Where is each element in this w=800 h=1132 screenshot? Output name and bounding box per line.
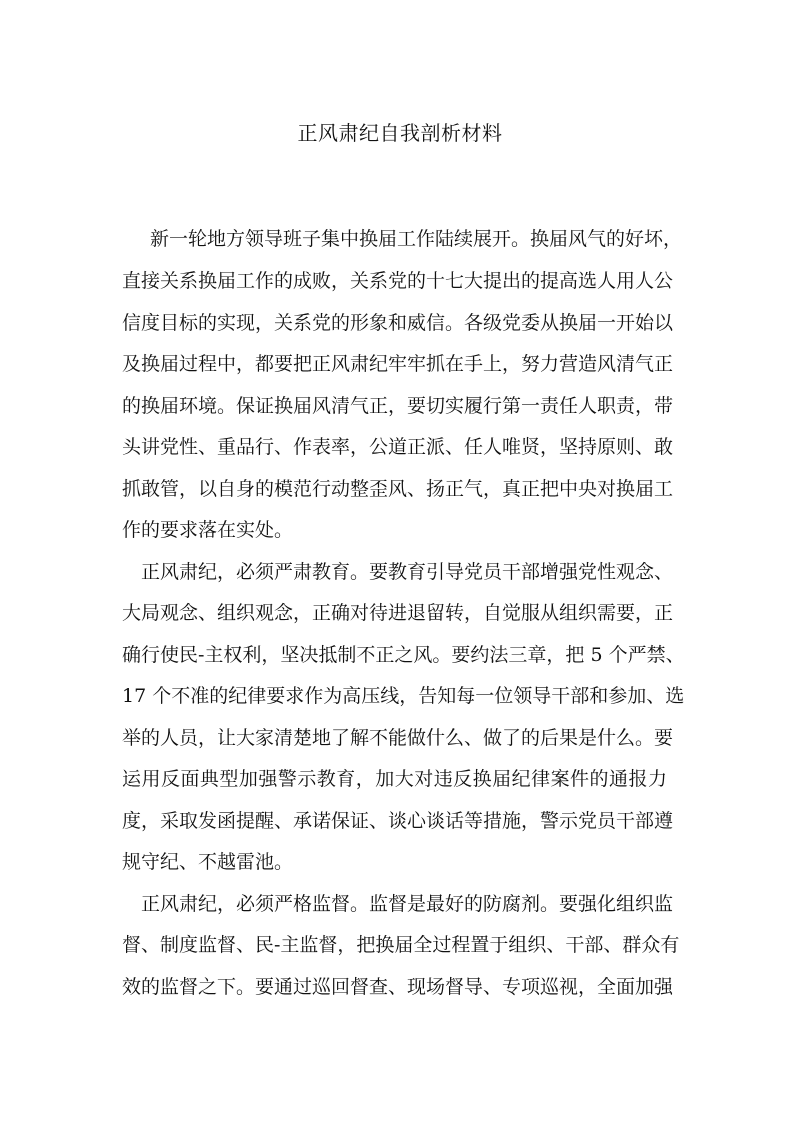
paragraph-1-line-1: 新一轮地方领导班子集中换届工作陆续展开。换届风气的好坏， <box>150 228 683 250</box>
paragraph-2-line-2: 大局观念、组织观念，正确对待进退留转，自觉服从组织需要，正 <box>122 602 674 624</box>
paragraph-2-line-5: 举的人员，让大家清楚地了解不能做什么、做了的后果是什么。要 <box>122 727 674 749</box>
paragraph-1-line-7: 抓敢管，以自身的模范行动整歪风、扬正气，真正把中央对换届工 <box>122 478 674 500</box>
paragraph-1-line-5: 的换届环境。保证换届风清气正，要切实履行第一责任人职责，带 <box>122 395 674 417</box>
paragraph-2-line-8: 规守纪、不越雷池。 <box>122 851 294 873</box>
paragraph-1-line-4: 及换届过程中，都要把正风肃纪牢牢抓在手上，努力营造风清气正 <box>122 353 674 375</box>
paragraph-3-line-1: 正风肃纪，必须严格监督。监督是最好的防腐剂。要强化组织监 <box>141 893 674 915</box>
paragraph-2-line-1: 正风肃纪，必须严肃教育。要教育引导党员干部增强党性观念、 <box>141 561 674 583</box>
paragraph-2-line-7: 度，采取发函提醒、承诺保证、谈心谈话等措施，警示党员干部遵 <box>122 810 674 832</box>
paragraph-1-line-3: 信度目标的实现，关系党的形象和威信。各级党委从换届一开始以 <box>122 312 674 334</box>
paragraph-1-line-8: 作的要求落在实处。 <box>122 519 294 541</box>
paragraph-1-line-2: 直接关系换届工作的成败，关系党的十七大提出的提高选人用人公 <box>122 270 674 292</box>
paragraph-2-line-4: 17 个不准的纪律要求作为高压线，告知每一位领导干部和参加、选 <box>122 685 685 707</box>
paragraph-3-line-2: 督、制度监督、民-主监督，把换届全过程置于组织、干部、群众有 <box>122 934 680 956</box>
document-title: 正风肃纪自我剖析材料 <box>297 121 503 145</box>
paragraph-2-line-6: 运用反面典型加强警示教育，加大对违反换届纪律案件的通报力 <box>122 768 667 790</box>
paragraph-1-line-6: 头讲党性、重品行、作表率，公道正派、任人唯贤，坚持原则、敢 <box>122 436 674 458</box>
paragraph-2-line-3: 确行使民-主权利，坚决抵制不正之风。要约法三章，把 5 个严禁、 <box>122 644 685 666</box>
paragraph-3-line-3: 效的监督之下。要通过巡回督查、现场督导、专项巡视，全面加强 <box>122 976 674 998</box>
